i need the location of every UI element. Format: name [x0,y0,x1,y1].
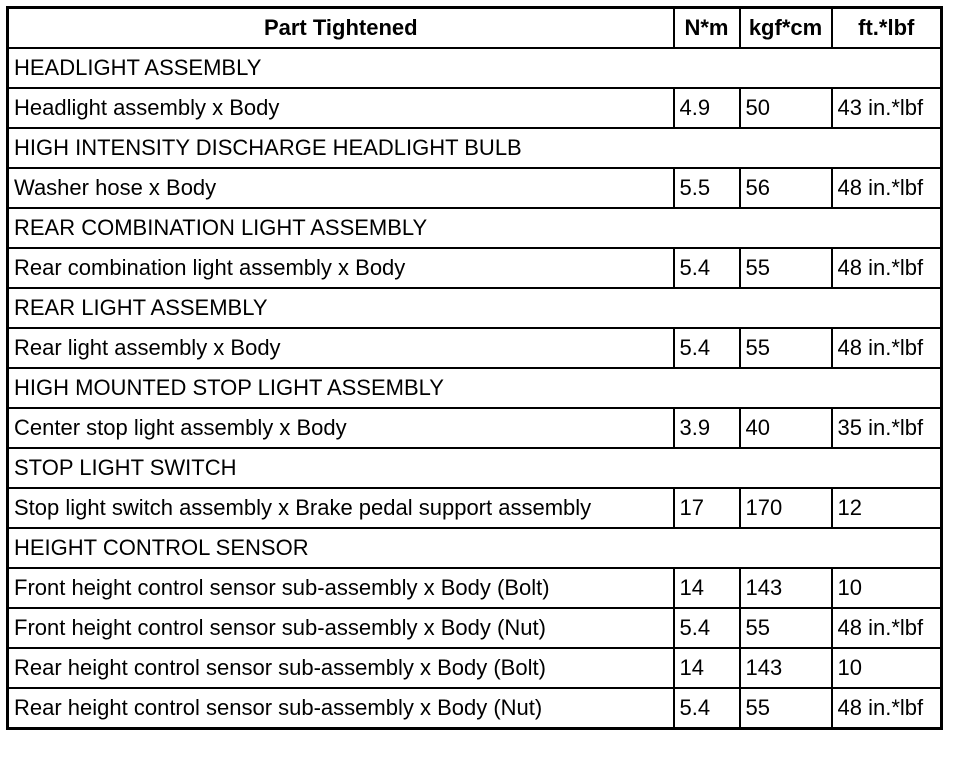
kgf-cell: 170 [740,488,832,528]
section-row [8,528,942,568]
kgf-cell: 50 [740,88,832,128]
section-row [8,208,942,248]
ftlbf-cell: 35 in.*lbf [832,408,942,448]
ftlbf-cell: 48 in.*lbf [832,328,942,368]
nm-cell: 5.4 [674,248,740,288]
kgf-cell: 55 [740,328,832,368]
table-header [8,8,942,49]
nm-cell: 3.9 [674,408,740,448]
nm-cell: 5.4 [674,688,740,729]
torque-specification-table [6,6,943,730]
section-label: REAR COMBINATION LIGHT ASSEMBLY [8,208,942,248]
section-row [8,288,942,328]
kgf-cell: 40 [740,408,832,448]
table-row [8,88,942,128]
kgf-cell: 55 [740,608,832,648]
header-newton-meters: N*m [674,8,740,49]
part-cell: Rear height control sensor sub-assembly x Body (Nut) [8,688,674,729]
nm-cell: 14 [674,648,740,688]
nm-cell: 5.4 [674,328,740,368]
table-row [8,488,942,528]
header-row [8,8,942,49]
table-body [8,48,942,729]
table-row [8,168,942,208]
section-label: STOP LIGHT SWITCH [8,448,942,488]
part-cell: Rear light assembly x Body [8,328,674,368]
table-row [8,328,942,368]
nm-cell: 17 [674,488,740,528]
ftlbf-cell: 48 in.*lbf [832,688,942,729]
section-label: HIGH INTENSITY DISCHARGE HEADLIGHT BULB [8,128,942,168]
kgf-cell: 55 [740,248,832,288]
nm-cell: 4.9 [674,88,740,128]
table-row [8,568,942,608]
header-part-tightened: Part Tightened [8,8,674,49]
ftlbf-cell: 48 in.*lbf [832,608,942,648]
table-row [8,648,942,688]
part-cell: Front height control sensor sub-assembly x Body (Bolt) [8,568,674,608]
ftlbf-cell: 10 [832,648,942,688]
nm-cell: 14 [674,568,740,608]
part-cell: Front height control sensor sub-assembly x Body (Nut) [8,608,674,648]
kgf-cell: 56 [740,168,832,208]
table-row [8,608,942,648]
section-row [8,48,942,88]
section-label: HEIGHT CONTROL SENSOR [8,528,942,568]
part-cell: Washer hose x Body [8,168,674,208]
nm-cell: 5.4 [674,608,740,648]
nm-cell: 5.5 [674,168,740,208]
ftlbf-cell: 48 in.*lbf [832,248,942,288]
part-cell: Headlight assembly x Body [8,88,674,128]
section-label: HEADLIGHT ASSEMBLY [8,48,942,88]
ftlbf-cell: 48 in.*lbf [832,168,942,208]
ftlbf-cell: 10 [832,568,942,608]
section-row [8,368,942,408]
table-row [8,248,942,288]
kgf-cell: 143 [740,648,832,688]
part-cell: Rear height control sensor sub-assembly x Body (Bolt) [8,648,674,688]
section-label: HIGH MOUNTED STOP LIGHT ASSEMBLY [8,368,942,408]
kgf-cell: 143 [740,568,832,608]
table-row [8,688,942,729]
ftlbf-cell: 43 in.*lbf [832,88,942,128]
header-ft-lbf: ft.*lbf [832,8,942,49]
part-cell: Rear combination light assembly x Body [8,248,674,288]
table-row [8,408,942,448]
ftlbf-cell: 12 [832,488,942,528]
header-kgf-cm: kgf*cm [740,8,832,49]
section-row [8,448,942,488]
kgf-cell: 55 [740,688,832,729]
part-cell: Center stop light assembly x Body [8,408,674,448]
part-cell: Stop light switch assembly x Brake pedal support assembly [8,488,674,528]
section-row [8,128,942,168]
section-label: REAR LIGHT ASSEMBLY [8,288,942,328]
